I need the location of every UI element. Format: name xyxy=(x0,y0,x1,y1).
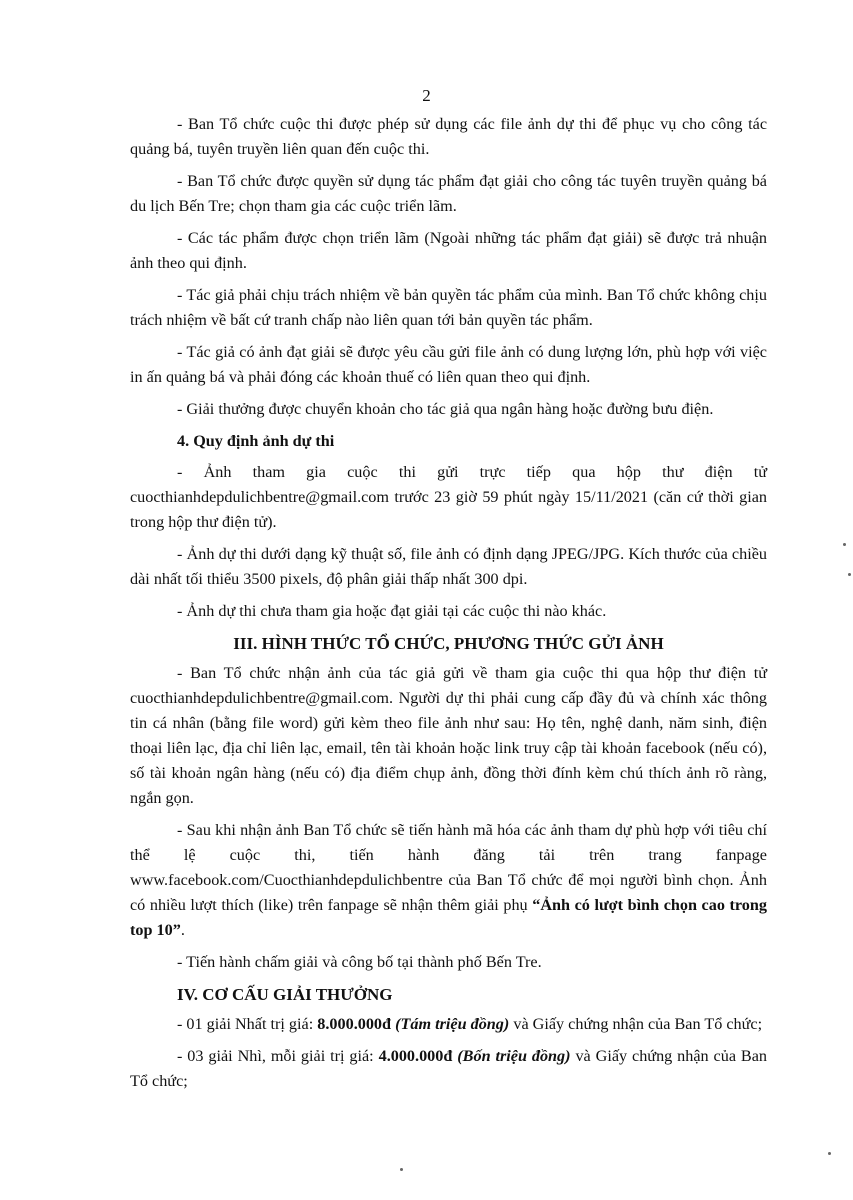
scan-speck xyxy=(848,573,851,576)
first-prize-pre: - 01 giải Nhất trị giá: xyxy=(177,1015,318,1033)
paragraph-usage-rights: - Ban Tổ chức cuộc thi được phép sử dụng các file ảnh dự thi để phục vụ cho công tác quảng bá, tuyên truyền liên quan đến cuộc thi. xyxy=(130,115,767,158)
second-prize-post: và Giấy chứng nhận của Ban Tổ chức; xyxy=(130,1047,768,1090)
section-iv-heading: IV. CƠ CẤU GIẢI THƯỞNG xyxy=(177,985,393,1004)
scan-speck xyxy=(828,1152,831,1155)
paragraph-voting xyxy=(130,818,767,943)
paragraph-award-usage: - Ban Tổ chức được quyền sử dụng tác phẩm đạt giải cho công tác tuyên truyền quảng bá du lịch Bến Tre; chọn tham gia các cuộc triển lãm. xyxy=(130,172,767,215)
second-prize-amount: 4.000.000đ xyxy=(378,1047,453,1065)
first-prize-words: (Tám triệu đồng) xyxy=(395,1015,510,1033)
page-number: 2 xyxy=(422,86,431,105)
scan-speck xyxy=(400,1168,403,1171)
paragraph-submission: - Ảnh tham gia cuộc thi gửi trực tiếp qua hộp thư điện tử cuocthianhdepdulichbentre@gmail.com trước 23 giờ 59 phút ngày 15/11/2021 (căn cứ thời gian trong hộp thư điện tử). xyxy=(130,463,767,531)
paragraph-format: - Ảnh dự thi dưới dạng kỹ thuật số, file ảnh có định dạng JPEG/JPG. Kích thước của chiều dài nhất tối thiểu 3500 pixels, độ phân giải thấp nhất 300 dpi. xyxy=(130,545,767,588)
paragraph-first-prize xyxy=(130,1012,767,1037)
paragraph-second-prize xyxy=(130,1044,767,1094)
section-iii-heading: III. HÌNH THỨC TỔ CHỨC, PHƯƠNG THỨC GỬI ẢNH xyxy=(233,634,664,653)
paragraph-receive: - Ban Tổ chức nhận ảnh của tác giả gửi về tham gia cuộc thi qua hộp thư điện tử cuocthianhdepdulichbentre@gmail.com. Người dự thi phải cung cấp đầy đủ và chính xác thông tin cá nhân (bằng file word) gửi kèm theo file ảnh như sau: Họ tên, nghệ danh, năm sinh, điện thoại liên lạc, địa chỉ liên lạc, email, tên tài khoản hoặc link truy cập tài khoản facebook (nếu có), số tài khoản ngân hàng (nếu có) địa điểm chụp ảnh, đồng thời đính kèm chú thích ảnh rõ ràng, ngắn gọn. xyxy=(130,664,767,807)
voting-bonus-prize: “Ảnh có lượt bình chọn cao trong top 10” xyxy=(130,896,767,939)
voting-end: . xyxy=(180,921,185,939)
second-prize-pre: - 03 giải Nhì, mỗi giải trị giá: xyxy=(177,1047,379,1065)
first-prize-amount: 8.000.000đ xyxy=(317,1015,392,1033)
document-body xyxy=(130,112,767,1101)
paragraph-payment: - Giải thưởng được chuyển khoản cho tác giả qua ngân hàng hoặc đường bưu điện. xyxy=(177,400,714,418)
paragraph-exhibition-fee: - Các tác phẩm được chọn triển lãm (Ngoài những tác phẩm đạt giải) sẽ được trả nhuận ảnh theo qui định. xyxy=(130,229,767,272)
second-prize-words: (Bốn triệu đồng) xyxy=(457,1047,571,1065)
section-4-heading: 4. Quy định ảnh dự thi xyxy=(177,432,335,450)
voting-text: - Sau khi nhận ảnh Ban Tổ chức sẽ tiến hành mã hóa các ảnh tham dự phù hợp với tiêu chí thể lệ cuộc thi, tiến hành đăng tải trên trang fanpage www.facebook.com/Cuocthianhdepdulichbentre của Ban Tổ chức để mọi người bình chọn. Ảnh có nhiều lượt thích (like) trên fanpage sẽ nhận thêm giải phụ xyxy=(130,821,767,914)
paragraph-large-file: - Tác giả có ảnh đạt giải sẽ được yêu cầu gửi file ảnh có dung lượng lớn, phù hợp với việc in ấn quảng bá và phải đóng các khoản thuế có liên quan theo qui định. xyxy=(130,343,767,386)
scan-speck xyxy=(843,543,846,546)
paragraph-originality: - Ảnh dự thi chưa tham gia hoặc đạt giải tại các cuộc thi nào khác. xyxy=(177,602,607,620)
first-prize-post: và Giấy chứng nhận của Ban Tổ chức; xyxy=(509,1015,763,1033)
paragraph-judging: - Tiến hành chấm giải và công bố tại thành phố Bến Tre. xyxy=(177,953,542,971)
paragraph-copyright: - Tác giả phải chịu trách nhiệm về bản quyền tác phẩm của mình. Ban Tổ chức không chịu trách nhiệm về bất cứ tranh chấp nào liên quan tới bản quyền tác phẩm. xyxy=(130,286,767,329)
